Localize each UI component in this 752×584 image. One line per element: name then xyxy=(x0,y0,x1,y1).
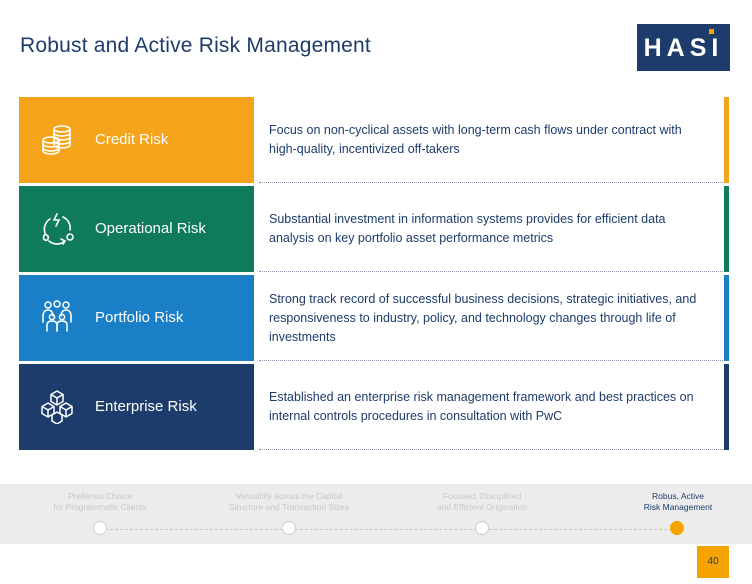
step-line: and Efficient Origination xyxy=(436,502,528,512)
step-dot-3 xyxy=(475,521,489,535)
step-label-3 xyxy=(407,491,557,513)
risk-label: Operational Risk xyxy=(95,220,206,237)
cycle-icon xyxy=(39,210,75,246)
step-line: for Programmatic Clients xyxy=(53,502,147,512)
risk-label: Portfolio Risk xyxy=(95,309,184,326)
step-line: Versatility across the Capital xyxy=(235,491,343,501)
row-divider xyxy=(259,449,723,450)
risk-row-operational xyxy=(19,186,729,272)
accent-bar xyxy=(724,186,729,272)
cubes-icon xyxy=(39,388,75,424)
step-dot-2 xyxy=(282,521,296,535)
risk-tile-portfolio xyxy=(19,275,254,361)
risk-tile-enterprise xyxy=(19,364,254,450)
risk-description: Substantial investment in information systems provides for efficient data analysis on key portfolio asset performance metrics xyxy=(269,212,666,245)
risk-description: Focus on non-cyclical assets with long-term cash flows under contract with high-quality, incentivized off-takers xyxy=(269,123,682,156)
risk-row-portfolio xyxy=(19,275,729,361)
logo-accent xyxy=(709,29,714,34)
hasi-logo xyxy=(637,24,730,71)
step-line: Preferred Choice xyxy=(67,491,133,501)
step-dot-1 xyxy=(93,521,107,535)
risk-row-credit xyxy=(19,97,729,183)
step-line: Robus, Active xyxy=(652,491,704,501)
accent-bar xyxy=(724,364,729,450)
step-dot-4-active xyxy=(670,521,684,535)
row-divider xyxy=(259,271,723,272)
page-title: Robust and Active Risk Management xyxy=(20,34,371,57)
page-number: 40 xyxy=(697,546,729,578)
step-label-4 xyxy=(603,491,752,513)
logo-text: HASI xyxy=(643,34,724,62)
risk-row-enterprise xyxy=(19,364,729,450)
coins-icon xyxy=(39,121,75,157)
risk-description: Strong track record of successful business decisions, strategic initiatives, and responsiveness to industry, policy, and technology changes through life of investments xyxy=(269,291,697,344)
step-label-2 xyxy=(214,491,364,513)
step-line: Focused, Disciplined xyxy=(442,491,522,501)
step-label-1 xyxy=(25,491,175,513)
accent-bar xyxy=(724,97,729,183)
accent-bar xyxy=(724,275,729,361)
risk-label: Enterprise Risk xyxy=(95,398,197,415)
progress-track xyxy=(100,529,677,530)
risk-tile-operational xyxy=(19,186,254,272)
row-divider xyxy=(259,182,723,183)
section-progress xyxy=(0,484,752,544)
risk-label: Credit Risk xyxy=(95,131,169,148)
step-line: Structure and Transaction Sizes xyxy=(228,502,350,512)
people-group-icon xyxy=(39,299,75,335)
risk-tile-credit xyxy=(19,97,254,183)
row-divider xyxy=(259,360,723,361)
risk-description: Established an enterprise risk management framework and best practices on internal controls procedures in consultation with PwC xyxy=(269,390,694,423)
step-line: Risk Management xyxy=(643,502,713,512)
